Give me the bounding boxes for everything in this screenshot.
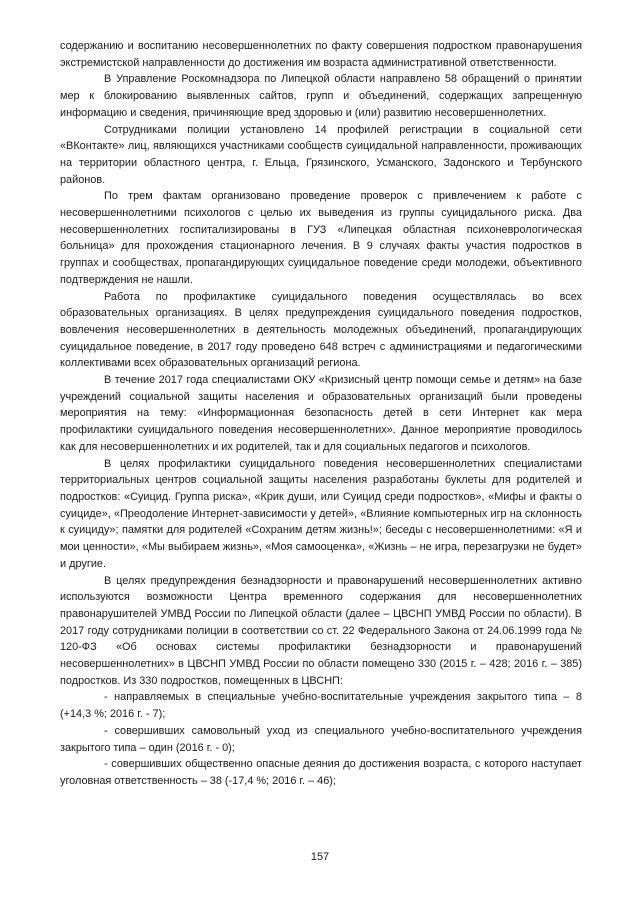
list-item: - направляемых в специальные учебно-воспитательные учреждения закрытого типа – 8 (+14,3 %; 2016 г. - 7); [60, 691, 582, 721]
paragraph: Сотрудниками полиции установлено 14 профилей регистрации в социальной сети «ВКонтакте» лиц, являющихся участниками сообществ суицидальной направленности, проживающих на территории областного центра, г. Ельца, Грязинского, Усманского, Задонского и Тербунского районов. [60, 123, 582, 186]
list-item: - совершивших общественно опасные деяния до достижения возраста, с которого наступает уголовная ответственность – 38 (-17,4 %; 2016 г. – 46); [60, 758, 582, 787]
document-body [60, 38, 582, 790]
paragraph: В целях профилактики суицидального поведения несовершеннолетних специалистами территориальных центров социальной защиты населения разработаны буклеты для родителей и подростков: «Суицид. Группа риска», «Крик души, или Суицид среди подростков», «Мифы и факты о суициде», «Преодоление Интернет-зависимости у детей», «Влияние компьютерных игр на склонность к суициду»; памятки для родителей «Сохраним детям жизнь!»; беседы с несовершеннолетними: «Я и мои ценности», «Мы выбираем жизнь», «Моя самооценка», «Жизнь – не игра, перезагрузки не будет» и другие. [60, 457, 582, 570]
paragraph: содержанию и воспитанию несовершеннолетних по факту совершения подростком правонарушения экстремистской направленности до достижения им возраста административной ответственности. [60, 40, 582, 69]
paragraph: В течение 2017 года специалистами ОКУ «Кризисный центр помощи семье и детям» на базе учреждений социальной защиты населения и образовательных организаций были проведены мероприятия на тему: «Информационная безопасность детей в сети Интернет как мера профилактики суицидального поведения несовершеннолетних». Данное мероприятие проводилось как для несовершеннолетних и их родителей, так и для социальных педагогов и психологов. [60, 374, 582, 453]
list-item: - совершивших самовольный уход из специального учебно-воспитательного учреждения закрытого типа – один (2016 г. - 0); [60, 724, 582, 754]
paragraph: В Управление Роскомнадзора по Липецкой области направлено 58 обращений о принятии мер к блокированию выявленных сайтов, групп и объединений, содержащих запрещенную информацию и сведения, причиняющие вред здоровью и (или) развитию несовершеннолетних. [60, 73, 582, 119]
paragraph: Работа по профилактике суицидального поведения осуществлялась во всех образовательных организациях. В целях предупреждения суицидального поведения подростков, вовлечения несовершеннолетних в деятельность молодежных объединений, пропагандирующих суицидальное поведение, в 2017 году проведено 648 встреч с администрациями и педагогическими коллективами всех образовательных организаций региона. [60, 290, 582, 370]
paragraph: В целях предупреждения безнадзорности и правонарушений несовершеннолетних активно используются возможности Центра временного содержания для несовершеннолетних правонарушителей УМВД России по Липецкой области (далее – ЦВСНП УМВД России по области). В 2017 году сотрудниками полиции в соответствии со ст. 22 Федерального Закона от 24.06.1999 года № 120-ФЗ «Об основах системы профилактики безнадзорности и правонарушений несовершеннолетних» в ЦВСНП УМВД России по области помещено 330 (2015 г. – 428; 2016 г. – 385) подростков. Из 330 подростков, помещенных в ЦВСНП: [60, 574, 582, 687]
paragraph: По трем фактам организовано проведение проверок с привлечением к работе с несовершеннолетними психологов с целью их выведения из группы суицидального риска. Два несовершеннолетних госпитализированы в ГУЗ «Липецкая областная психоневрологическая больница» для прохождения стационарного лечения. В 9 случаях факты участия подростков в группах и сообществах, пропагандирующих суицидальное поведение среди молодежи, объективного подтверждения не нашли. [60, 190, 582, 286]
page-number: 157 [310, 851, 330, 863]
